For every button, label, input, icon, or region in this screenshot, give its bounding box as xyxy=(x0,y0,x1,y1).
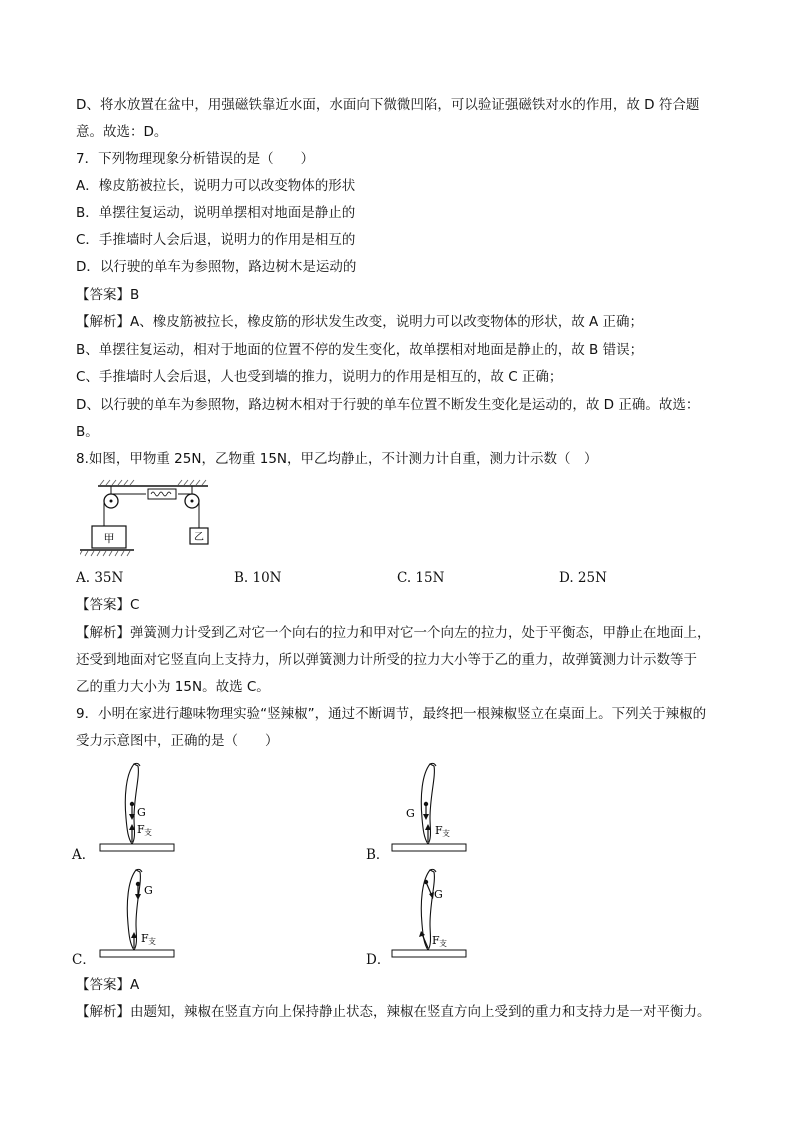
q9-option-d-letter: D． xyxy=(366,952,391,968)
q7-answer: 【答案】B xyxy=(76,287,140,303)
q8-label-jia: 甲 xyxy=(103,532,115,545)
q9-d-label-sub: 支 xyxy=(439,939,447,948)
q8-analysis-line-2: 还受到地面对它竖直向上支持力，所以弹簧测力计所受的拉力大小等于乙的重力，故弹簧测力计示数等于 xyxy=(76,652,697,668)
q9-option-d-diagram xyxy=(388,868,470,960)
q9-option-c-letter: C． xyxy=(72,952,96,968)
q6-tail-line-1: D、将水放置在盆中，用强磁铁靠近水面，水面向下微微凹陷，可以验证强磁铁对水的作用，故 D 符合题 xyxy=(76,97,700,113)
q9-c-label-f: F xyxy=(141,932,149,945)
q8-analysis-line-1: 【解析】弹簧测力计受到乙对它一个向右的拉力和甲对它一个向左的拉力，处于平衡态，甲静止在地面上， xyxy=(76,625,711,641)
q9-c-label-sub: 支 xyxy=(148,937,156,946)
q7-option-a: A．橡皮筋被拉长，说明力可以改变物体的形状 xyxy=(76,178,356,194)
q9-d-label-f: F xyxy=(432,934,440,947)
q9-c-label-g: G xyxy=(144,884,153,897)
q8-pulley-figure xyxy=(80,478,215,563)
q9-option-a-letter: A． xyxy=(72,847,96,863)
q8-option-d: D. 25N xyxy=(559,570,607,586)
q9-option-b-letter: B． xyxy=(366,847,390,863)
q7-stem: 7．下列物理现象分析错误的是（ ） xyxy=(76,151,315,167)
q7-analysis-line-2: B、单摆往复运动，相对于地面的位置不停的发生变化，故单摆相对地面是静止的，故 B 错误； xyxy=(76,342,644,358)
q7-analysis-line-5: B。 xyxy=(76,424,99,440)
q9-stem-line-1: 9．小明在家进行趣味物理实验“竖辣椒”，通过不断调节，最终把一根辣椒竖立在桌面上。下列关于辣椒的 xyxy=(76,706,707,722)
q9-analysis: 【解析】由题知，辣椒在竖直方向上保持静止状态，辣椒在竖直方向上受到的重力和支持力是一对平衡力。 xyxy=(76,1004,711,1020)
q9-a-label-f: F xyxy=(137,823,145,836)
q7-analysis-line-1: 【解析】A、橡皮筋被拉长，橡皮筋的形状发生改变，说明力可以改变物体的形状，故 A 正确； xyxy=(76,314,644,330)
q8-answer: 【答案】C xyxy=(76,597,140,613)
q8-stem: 8.如图，甲物重 25N，乙物重 15N，甲乙均静止，不计测力计自重，测力计示数（ ） xyxy=(76,451,598,467)
q9-b-label-sub: 支 xyxy=(442,829,450,838)
q8-option-b: B. 10N xyxy=(234,570,282,586)
q9-a-label-sub: 支 xyxy=(144,828,152,837)
q7-option-b: B．单摆往复运动，说明单摆相对地面是静止的 xyxy=(76,205,356,221)
q8-option-c: C. 15N xyxy=(397,570,445,586)
q9-option-a-diagram xyxy=(96,762,178,854)
q7-option-c: C．手推墙时人会后退，说明力的作用是相互的 xyxy=(76,232,356,248)
q8-option-a: A. 35N xyxy=(76,570,124,586)
q7-option-d: D．以行驶的单车为参照物，路边树木是运动的 xyxy=(76,259,357,275)
q9-b-label-f: F xyxy=(435,824,443,837)
q9-stem-line-2: 受力示意图中，正确的是（ ） xyxy=(76,733,279,749)
q7-analysis-line-4: D、以行驶的单车为参照物，路边树木相对于行驶的单车位置不断发生变化是运动的，故 D 正确。故选： xyxy=(76,397,700,413)
q6-tail-line-2: 意。故选：D。 xyxy=(76,124,168,140)
q9-option-c-diagram xyxy=(96,868,178,960)
q9-answer: 【答案】A xyxy=(76,977,140,993)
q9-b-label-g: G xyxy=(406,807,415,820)
q9-option-b-diagram xyxy=(388,762,470,854)
q8-label-yi: 乙 xyxy=(194,532,204,543)
q7-analysis-line-3: C、手推墙时人会后退，人也受到墙的推力，说明力的作用是相互的，故 C 正确； xyxy=(76,369,563,385)
q9-d-label-g: G xyxy=(434,888,443,901)
q8-analysis-line-3: 乙的重力大小为 15N。故选 C。 xyxy=(76,679,270,695)
q9-a-label-g: G xyxy=(137,806,146,819)
